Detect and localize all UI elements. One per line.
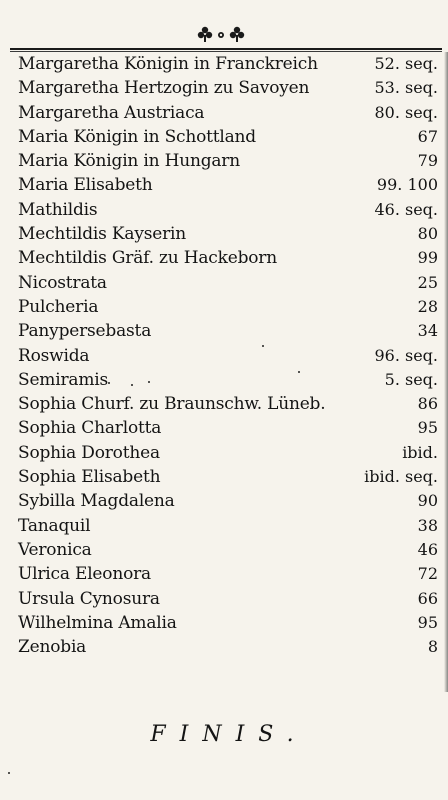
- ink-speck: [298, 371, 300, 373]
- index-entry: [14, 562, 442, 586]
- entry-name: Panypersebasta: [18, 321, 152, 342]
- index-entry: [14, 52, 442, 76]
- index-entry: [14, 538, 442, 562]
- ink-speck: [8, 772, 10, 774]
- ink-speck: [262, 345, 264, 347]
- index-entry: [14, 514, 442, 538]
- entry-page: 66: [417, 588, 438, 608]
- entry-page: 80. seq.: [374, 102, 438, 122]
- entry-page: ibid.: [402, 442, 438, 462]
- index-entry: [14, 76, 442, 100]
- entry-name: Nicostrata: [18, 272, 107, 293]
- index-entry: [14, 344, 442, 368]
- index-entry: [14, 295, 442, 319]
- index-entry: [14, 611, 442, 635]
- index-entry: [14, 319, 442, 343]
- entry-name: Veronica: [18, 539, 92, 560]
- index-entry: [14, 368, 442, 392]
- index-entry: [14, 101, 442, 125]
- ink-speck: [108, 382, 110, 384]
- entry-page: 95: [417, 418, 438, 438]
- index-entry: [14, 173, 442, 197]
- entry-name: Maria Elisabeth: [18, 175, 153, 196]
- entry-name: Margaretha Königin in Franckreich: [18, 54, 318, 74]
- entry-page: 5. seq.: [384, 369, 438, 389]
- ink-speck: [148, 381, 150, 383]
- entry-name: Sybilla Magdalena: [18, 491, 175, 512]
- page-edge-shadow: [444, 52, 448, 692]
- entry-name: Ursula Cynosura: [18, 588, 160, 609]
- index-list: [14, 52, 442, 659]
- entry-name: Mathildis: [18, 199, 98, 220]
- floral-ornament-icon: [196, 22, 246, 46]
- index-entry: [14, 465, 442, 489]
- entry-name: Pulcheria: [18, 296, 99, 317]
- entry-name: Maria Königin in Hungarn: [18, 151, 240, 172]
- entry-name: Sophia Charlotta: [18, 418, 162, 439]
- index-entry: [14, 635, 442, 659]
- entry-name: Sophia Elisabeth: [18, 467, 161, 488]
- index-entry: [14, 587, 442, 611]
- closing-finis: FINIS.: [150, 722, 308, 747]
- entry-page: 28: [417, 296, 438, 316]
- entry-name: Mechtildis Gräf. zu Hackeborn: [18, 248, 277, 269]
- index-entry: [14, 392, 442, 416]
- entry-page: 99: [417, 248, 438, 268]
- entry-page: 99. 100: [376, 175, 438, 195]
- entry-page: 53. seq.: [374, 78, 438, 98]
- ink-speck: [131, 384, 133, 386]
- index-entry: [14, 416, 442, 440]
- entry-name: Margaretha Hertzogin zu Savoyen: [18, 78, 310, 99]
- entry-page: 34: [417, 321, 438, 341]
- entry-page: 52. seq.: [374, 54, 438, 73]
- entry-page: 8: [427, 637, 438, 657]
- entry-name: Sophia Dorothea: [18, 442, 160, 463]
- entry-name: Zenobia: [18, 637, 87, 658]
- entry-page: 86: [417, 394, 438, 414]
- index-entry: [14, 198, 442, 222]
- entry-page: 90: [417, 491, 438, 511]
- entry-page: 46. seq.: [374, 199, 438, 219]
- entry-name: Semiramis: [18, 369, 109, 390]
- index-entry: [14, 125, 442, 149]
- entry-name: Wilhelmina Amalia: [18, 612, 177, 633]
- entry-name: Sophia Churf. zu Braunschw. Lüneb.: [18, 394, 326, 415]
- index-entry: [14, 222, 442, 246]
- entry-page: 46: [417, 539, 438, 559]
- entry-name: Tanaquil: [18, 515, 91, 536]
- entry-page: 25: [417, 272, 438, 292]
- entry-name: Mechtildis Kayserin: [18, 224, 187, 245]
- index-entry: [14, 489, 442, 513]
- entry-name: Ulrica Eleonora: [18, 564, 151, 585]
- entry-name: Margaretha Austriaca: [18, 102, 205, 123]
- index-entry: [14, 441, 442, 465]
- entry-name: Maria Königin in Schottland: [18, 126, 256, 147]
- entry-page: ibid. seq.: [364, 467, 438, 487]
- index-entry: [14, 149, 442, 173]
- header-rule: [10, 48, 442, 50]
- entry-page: 38: [417, 515, 438, 535]
- entry-page: 96. seq.: [374, 345, 438, 365]
- entry-page: 95: [417, 612, 438, 632]
- index-entry: [14, 246, 442, 270]
- entry-page: 67: [417, 126, 438, 146]
- entry-page: 72: [417, 564, 438, 584]
- index-entry: [14, 271, 442, 295]
- entry-page: 79: [417, 151, 438, 171]
- entry-page: 80: [417, 224, 438, 244]
- entry-name: Roswida: [18, 345, 90, 366]
